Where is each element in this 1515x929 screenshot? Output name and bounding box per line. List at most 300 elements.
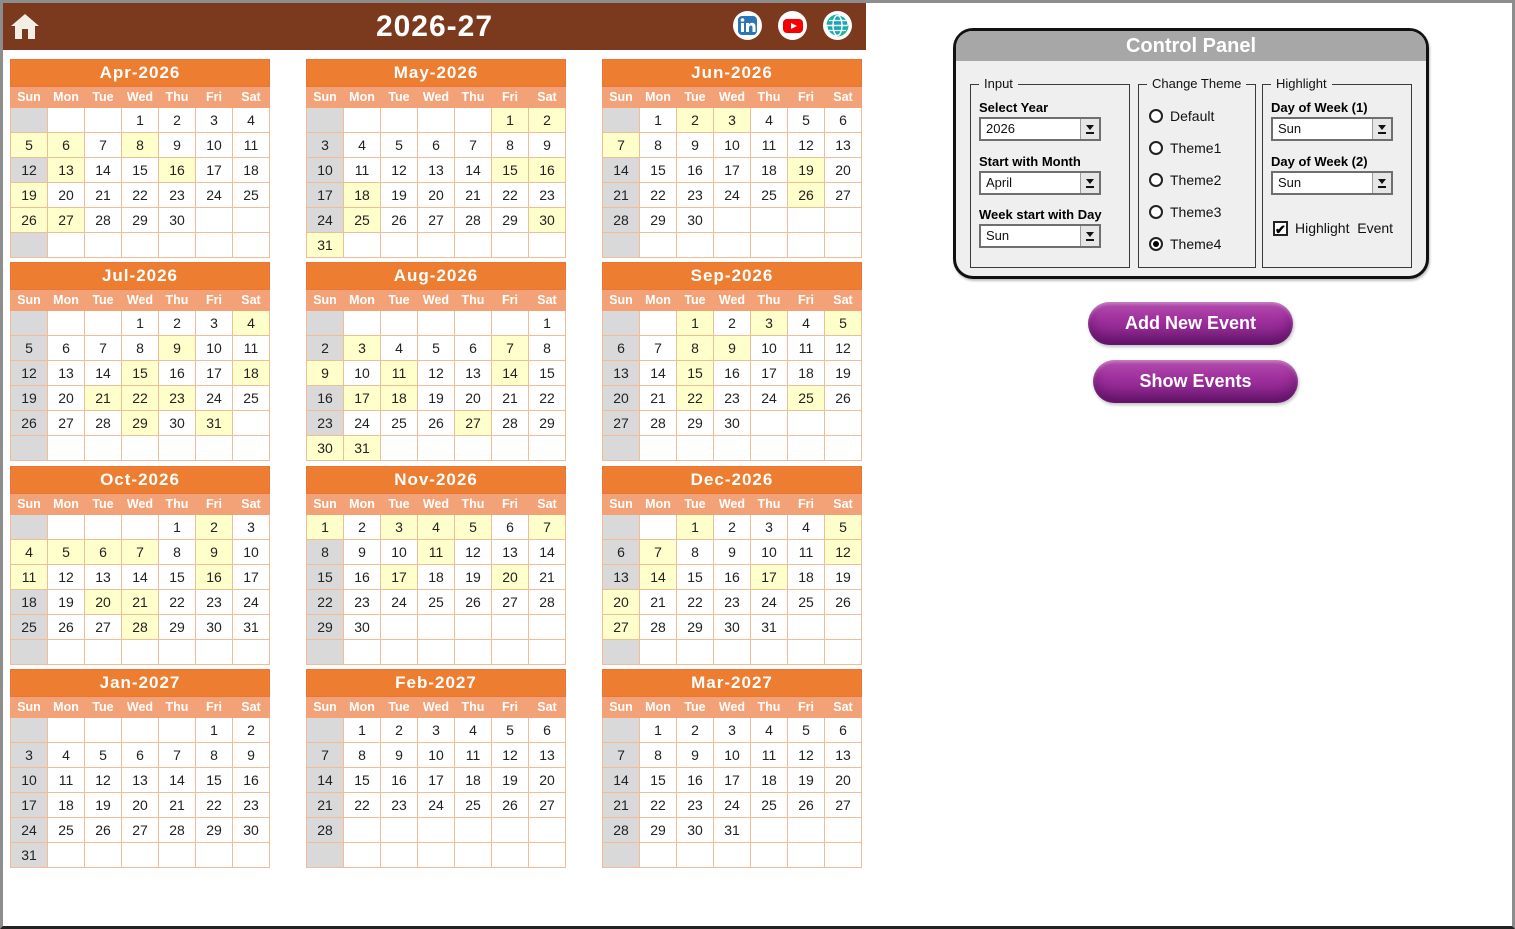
day-cell[interactable]: 24 bbox=[307, 208, 344, 233]
day-cell[interactable]: 6 bbox=[492, 515, 529, 540]
day-cell[interactable]: 14 bbox=[529, 540, 566, 565]
day-cell[interactable]: 26 bbox=[788, 183, 825, 208]
day-cell[interactable]: 19 bbox=[85, 793, 122, 818]
day-cell[interactable]: 12 bbox=[825, 540, 862, 565]
day-cell[interactable]: 1 bbox=[677, 311, 714, 336]
day-cell[interactable]: 15 bbox=[122, 361, 159, 386]
day-cell[interactable]: 12 bbox=[492, 743, 529, 768]
day-cell[interactable]: 2 bbox=[159, 108, 196, 133]
day-cell[interactable]: 26 bbox=[11, 411, 48, 436]
day-cell[interactable]: 21 bbox=[159, 793, 196, 818]
day-cell[interactable]: 9 bbox=[381, 743, 418, 768]
day-cell[interactable]: 19 bbox=[11, 386, 48, 411]
day-cell[interactable]: 16 bbox=[677, 768, 714, 793]
day-cell[interactable]: 26 bbox=[492, 793, 529, 818]
theme-radio-theme2[interactable] bbox=[1149, 172, 1221, 188]
day-cell[interactable]: 30 bbox=[159, 411, 196, 436]
day-cell[interactable]: 4 bbox=[788, 311, 825, 336]
day-cell[interactable]: 23 bbox=[344, 590, 381, 615]
day-cell[interactable]: 16 bbox=[159, 361, 196, 386]
day-cell[interactable]: 3 bbox=[714, 718, 751, 743]
day-cell[interactable]: 4 bbox=[344, 133, 381, 158]
day-cell[interactable]: 17 bbox=[196, 158, 233, 183]
day-cell[interactable]: 13 bbox=[85, 565, 122, 590]
day-cell[interactable]: 6 bbox=[122, 743, 159, 768]
day-cell[interactable]: 19 bbox=[48, 590, 85, 615]
day-cell[interactable]: 7 bbox=[640, 336, 677, 361]
day-cell[interactable]: 10 bbox=[418, 743, 455, 768]
day-cell[interactable]: 3 bbox=[381, 515, 418, 540]
day-cell[interactable]: 26 bbox=[455, 590, 492, 615]
day-cell[interactable]: 31 bbox=[344, 436, 381, 461]
day-cell[interactable]: 11 bbox=[788, 540, 825, 565]
day-cell[interactable]: 22 bbox=[492, 183, 529, 208]
day-cell[interactable]: 9 bbox=[307, 361, 344, 386]
day-cell[interactable]: 18 bbox=[233, 158, 270, 183]
day-cell[interactable]: 3 bbox=[233, 515, 270, 540]
day-cell[interactable]: 2 bbox=[381, 718, 418, 743]
day-cell[interactable]: 13 bbox=[825, 133, 862, 158]
day-cell[interactable]: 25 bbox=[751, 183, 788, 208]
day-cell[interactable]: 18 bbox=[11, 590, 48, 615]
day-cell[interactable]: 12 bbox=[788, 133, 825, 158]
day-cell[interactable]: 6 bbox=[603, 540, 640, 565]
day-cell[interactable]: 24 bbox=[233, 590, 270, 615]
day-cell[interactable]: 10 bbox=[714, 133, 751, 158]
day-cell[interactable]: 27 bbox=[85, 615, 122, 640]
day-cell[interactable]: 3 bbox=[714, 108, 751, 133]
day-cell[interactable]: 14 bbox=[455, 158, 492, 183]
day-cell[interactable]: 25 bbox=[233, 386, 270, 411]
day-cell[interactable]: 28 bbox=[529, 590, 566, 615]
day-cell[interactable]: 18 bbox=[48, 793, 85, 818]
day-cell[interactable]: 9 bbox=[714, 336, 751, 361]
day-cell[interactable]: 1 bbox=[196, 718, 233, 743]
day-cell[interactable]: 28 bbox=[122, 615, 159, 640]
day-cell[interactable]: 18 bbox=[381, 386, 418, 411]
chevron-down-icon[interactable] bbox=[1080, 119, 1099, 139]
day-cell[interactable]: 20 bbox=[48, 386, 85, 411]
day-cell[interactable]: 7 bbox=[529, 515, 566, 540]
day-cell[interactable]: 10 bbox=[751, 336, 788, 361]
day-cell[interactable]: 27 bbox=[418, 208, 455, 233]
day-cell[interactable]: 16 bbox=[529, 158, 566, 183]
day-cell[interactable]: 11 bbox=[344, 158, 381, 183]
day-cell[interactable]: 28 bbox=[492, 411, 529, 436]
day-cell[interactable]: 28 bbox=[603, 208, 640, 233]
day-cell[interactable]: 17 bbox=[714, 158, 751, 183]
day-cell[interactable]: 2 bbox=[344, 515, 381, 540]
globe-icon[interactable] bbox=[823, 11, 852, 40]
day-cell[interactable]: 10 bbox=[196, 336, 233, 361]
day-cell[interactable]: 24 bbox=[381, 590, 418, 615]
day-cell[interactable]: 4 bbox=[455, 718, 492, 743]
day-of-week-2-dropdown[interactable] bbox=[1271, 171, 1393, 195]
day-cell[interactable]: 1 bbox=[677, 515, 714, 540]
day-cell[interactable]: 28 bbox=[85, 208, 122, 233]
day-cell[interactable]: 3 bbox=[344, 336, 381, 361]
day-cell[interactable]: 3 bbox=[418, 718, 455, 743]
chevron-down-icon[interactable] bbox=[1080, 226, 1099, 246]
day-cell[interactable]: 18 bbox=[788, 361, 825, 386]
day-cell[interactable]: 14 bbox=[159, 768, 196, 793]
day-cell[interactable]: 15 bbox=[640, 768, 677, 793]
day-cell[interactable]: 13 bbox=[48, 361, 85, 386]
day-cell[interactable]: 19 bbox=[788, 158, 825, 183]
day-cell[interactable]: 20 bbox=[85, 590, 122, 615]
day-cell[interactable]: 9 bbox=[529, 133, 566, 158]
day-cell[interactable]: 22 bbox=[677, 590, 714, 615]
day-cell[interactable]: 27 bbox=[492, 590, 529, 615]
day-cell[interactable]: 30 bbox=[344, 615, 381, 640]
day-cell[interactable]: 4 bbox=[751, 108, 788, 133]
day-cell[interactable]: 2 bbox=[529, 108, 566, 133]
day-cell[interactable]: 12 bbox=[48, 565, 85, 590]
day-cell[interactable]: 10 bbox=[344, 361, 381, 386]
day-cell[interactable]: 27 bbox=[603, 411, 640, 436]
day-cell[interactable]: 9 bbox=[159, 336, 196, 361]
day-cell[interactable]: 26 bbox=[85, 818, 122, 843]
day-cell[interactable]: 31 bbox=[11, 843, 48, 868]
day-cell[interactable]: 31 bbox=[751, 615, 788, 640]
day-cell[interactable]: 29 bbox=[640, 208, 677, 233]
day-cell[interactable]: 4 bbox=[381, 336, 418, 361]
day-cell[interactable]: 2 bbox=[196, 515, 233, 540]
day-cell[interactable]: 23 bbox=[714, 386, 751, 411]
day-cell[interactable]: 10 bbox=[11, 768, 48, 793]
day-cell[interactable]: 24 bbox=[714, 183, 751, 208]
day-cell[interactable]: 6 bbox=[48, 133, 85, 158]
day-cell[interactable]: 11 bbox=[233, 133, 270, 158]
day-cell[interactable]: 5 bbox=[381, 133, 418, 158]
day-cell[interactable]: 20 bbox=[529, 768, 566, 793]
day-cell[interactable]: 19 bbox=[492, 768, 529, 793]
day-cell[interactable]: 28 bbox=[307, 818, 344, 843]
day-cell[interactable]: 25 bbox=[418, 590, 455, 615]
day-cell[interactable]: 13 bbox=[603, 565, 640, 590]
day-cell[interactable]: 20 bbox=[48, 183, 85, 208]
day-cell[interactable]: 27 bbox=[122, 818, 159, 843]
day-cell[interactable]: 15 bbox=[677, 565, 714, 590]
day-cell[interactable]: 16 bbox=[344, 565, 381, 590]
day-cell[interactable]: 17 bbox=[233, 565, 270, 590]
day-cell[interactable]: 24 bbox=[751, 386, 788, 411]
day-cell[interactable]: 13 bbox=[418, 158, 455, 183]
day-cell[interactable]: 9 bbox=[677, 133, 714, 158]
day-cell[interactable]: 6 bbox=[48, 336, 85, 361]
day-cell[interactable]: 7 bbox=[85, 336, 122, 361]
day-cell[interactable]: 7 bbox=[455, 133, 492, 158]
day-cell[interactable]: 1 bbox=[344, 718, 381, 743]
show-events-button[interactable]: Show Events bbox=[1093, 360, 1298, 403]
day-cell[interactable]: 5 bbox=[11, 133, 48, 158]
day-cell[interactable]: 30 bbox=[196, 615, 233, 640]
day-cell[interactable]: 13 bbox=[455, 361, 492, 386]
day-cell[interactable]: 5 bbox=[85, 743, 122, 768]
day-cell[interactable]: 27 bbox=[529, 793, 566, 818]
day-cell[interactable]: 3 bbox=[196, 311, 233, 336]
day-cell[interactable]: 10 bbox=[714, 743, 751, 768]
day-cell[interactable]: 1 bbox=[122, 311, 159, 336]
day-cell[interactable]: 22 bbox=[677, 386, 714, 411]
theme-radio-theme4[interactable] bbox=[1149, 236, 1221, 252]
day-cell[interactable]: 10 bbox=[196, 133, 233, 158]
day-cell[interactable]: 25 bbox=[48, 818, 85, 843]
day-cell[interactable]: 14 bbox=[85, 361, 122, 386]
day-cell[interactable]: 26 bbox=[48, 615, 85, 640]
day-cell[interactable]: 10 bbox=[307, 158, 344, 183]
day-cell[interactable]: 20 bbox=[418, 183, 455, 208]
day-cell[interactable]: 5 bbox=[455, 515, 492, 540]
day-cell[interactable]: 18 bbox=[344, 183, 381, 208]
day-cell[interactable]: 26 bbox=[825, 386, 862, 411]
day-cell[interactable]: 14 bbox=[603, 158, 640, 183]
day-cell[interactable]: 1 bbox=[122, 108, 159, 133]
day-cell[interactable]: 28 bbox=[640, 615, 677, 640]
day-cell[interactable]: 22 bbox=[159, 590, 196, 615]
day-cell[interactable]: 24 bbox=[344, 411, 381, 436]
day-cell[interactable]: 12 bbox=[381, 158, 418, 183]
day-cell[interactable]: 2 bbox=[714, 311, 751, 336]
day-cell[interactable]: 23 bbox=[307, 411, 344, 436]
day-cell[interactable]: 27 bbox=[603, 615, 640, 640]
day-cell[interactable]: 31 bbox=[196, 411, 233, 436]
day-cell[interactable]: 18 bbox=[788, 565, 825, 590]
day-cell[interactable]: 18 bbox=[418, 565, 455, 590]
day-cell[interactable]: 2 bbox=[159, 311, 196, 336]
day-cell[interactable]: 15 bbox=[640, 158, 677, 183]
day-cell[interactable]: 9 bbox=[196, 540, 233, 565]
theme-radio-default[interactable] bbox=[1149, 108, 1214, 124]
day-cell[interactable]: 6 bbox=[529, 718, 566, 743]
day-cell[interactable]: 5 bbox=[492, 718, 529, 743]
day-cell[interactable]: 4 bbox=[751, 718, 788, 743]
day-cell[interactable]: 22 bbox=[640, 183, 677, 208]
day-cell[interactable]: 21 bbox=[640, 590, 677, 615]
add-new-event-button[interactable]: Add New Event bbox=[1088, 302, 1293, 345]
day-cell[interactable]: 10 bbox=[751, 540, 788, 565]
day-cell[interactable]: 17 bbox=[381, 565, 418, 590]
day-cell[interactable]: 14 bbox=[640, 565, 677, 590]
day-cell[interactable]: 27 bbox=[48, 411, 85, 436]
day-cell[interactable]: 23 bbox=[233, 793, 270, 818]
day-cell[interactable]: 11 bbox=[751, 133, 788, 158]
day-cell[interactable]: 17 bbox=[751, 361, 788, 386]
day-cell[interactable]: 3 bbox=[307, 133, 344, 158]
day-cell[interactable]: 28 bbox=[640, 411, 677, 436]
day-cell[interactable]: 16 bbox=[196, 565, 233, 590]
day-cell[interactable]: 29 bbox=[677, 411, 714, 436]
chevron-down-icon[interactable] bbox=[1372, 119, 1391, 139]
day-cell[interactable]: 8 bbox=[307, 540, 344, 565]
day-cell[interactable]: 28 bbox=[159, 818, 196, 843]
day-cell[interactable]: 28 bbox=[455, 208, 492, 233]
day-cell[interactable]: 24 bbox=[751, 590, 788, 615]
day-cell[interactable]: 28 bbox=[85, 411, 122, 436]
theme-radio-theme3[interactable] bbox=[1149, 204, 1221, 220]
chevron-down-icon[interactable] bbox=[1080, 173, 1099, 193]
day-cell[interactable]: 13 bbox=[48, 158, 85, 183]
day-cell[interactable]: 17 bbox=[11, 793, 48, 818]
day-cell[interactable]: 6 bbox=[418, 133, 455, 158]
day-cell[interactable]: 16 bbox=[677, 158, 714, 183]
day-cell[interactable]: 1 bbox=[307, 515, 344, 540]
day-cell[interactable]: 12 bbox=[11, 361, 48, 386]
day-cell[interactable]: 15 bbox=[122, 158, 159, 183]
day-cell[interactable]: 23 bbox=[159, 386, 196, 411]
day-cell[interactable]: 20 bbox=[603, 386, 640, 411]
day-cell[interactable]: 14 bbox=[122, 565, 159, 590]
day-cell[interactable]: 29 bbox=[492, 208, 529, 233]
day-cell[interactable]: 22 bbox=[344, 793, 381, 818]
day-cell[interactable]: 21 bbox=[529, 565, 566, 590]
day-cell[interactable]: 24 bbox=[196, 183, 233, 208]
day-cell[interactable]: 7 bbox=[492, 336, 529, 361]
day-cell[interactable]: 21 bbox=[455, 183, 492, 208]
day-cell[interactable]: 16 bbox=[307, 386, 344, 411]
day-cell[interactable]: 6 bbox=[455, 336, 492, 361]
day-cell[interactable]: 12 bbox=[455, 540, 492, 565]
select-year-dropdown[interactable] bbox=[979, 117, 1101, 141]
day-cell[interactable]: 23 bbox=[381, 793, 418, 818]
day-cell[interactable]: 23 bbox=[714, 590, 751, 615]
day-cell[interactable]: 1 bbox=[640, 108, 677, 133]
day-cell[interactable]: 1 bbox=[159, 515, 196, 540]
day-cell[interactable]: 7 bbox=[85, 133, 122, 158]
day-cell[interactable]: 24 bbox=[11, 818, 48, 843]
day-cell[interactable]: 5 bbox=[825, 311, 862, 336]
day-cell[interactable]: 9 bbox=[677, 743, 714, 768]
day-cell[interactable]: 6 bbox=[825, 718, 862, 743]
day-cell[interactable]: 9 bbox=[344, 540, 381, 565]
day-cell[interactable]: 16 bbox=[233, 768, 270, 793]
day-cell[interactable]: 2 bbox=[307, 336, 344, 361]
linkedin-icon[interactable] bbox=[733, 11, 762, 40]
day-cell[interactable]: 21 bbox=[307, 793, 344, 818]
day-cell[interactable]: 30 bbox=[714, 615, 751, 640]
day-cell[interactable]: 2 bbox=[677, 108, 714, 133]
day-cell[interactable]: 11 bbox=[751, 743, 788, 768]
day-cell[interactable]: 7 bbox=[603, 133, 640, 158]
day-cell[interactable]: 19 bbox=[11, 183, 48, 208]
day-cell[interactable]: 17 bbox=[344, 386, 381, 411]
day-cell[interactable]: 4 bbox=[11, 540, 48, 565]
day-cell[interactable]: 7 bbox=[603, 743, 640, 768]
day-cell[interactable]: 19 bbox=[418, 386, 455, 411]
day-cell[interactable]: 11 bbox=[233, 336, 270, 361]
day-cell[interactable]: 29 bbox=[529, 411, 566, 436]
day-cell[interactable]: 20 bbox=[825, 768, 862, 793]
day-cell[interactable]: 3 bbox=[751, 515, 788, 540]
day-cell[interactable]: 3 bbox=[196, 108, 233, 133]
day-cell[interactable]: 10 bbox=[381, 540, 418, 565]
day-cell[interactable]: 5 bbox=[11, 336, 48, 361]
day-cell[interactable]: 14 bbox=[603, 768, 640, 793]
day-cell[interactable]: 15 bbox=[492, 158, 529, 183]
day-cell[interactable]: 11 bbox=[48, 768, 85, 793]
day-cell[interactable]: 26 bbox=[418, 411, 455, 436]
day-cell[interactable]: 12 bbox=[85, 768, 122, 793]
day-cell[interactable]: 29 bbox=[677, 615, 714, 640]
day-cell[interactable]: 5 bbox=[788, 108, 825, 133]
day-cell[interactable]: 8 bbox=[640, 133, 677, 158]
day-cell[interactable]: 12 bbox=[788, 743, 825, 768]
day-cell[interactable]: 21 bbox=[122, 590, 159, 615]
day-cell[interactable]: 23 bbox=[159, 183, 196, 208]
day-cell[interactable]: 8 bbox=[529, 336, 566, 361]
day-cell[interactable]: 26 bbox=[381, 208, 418, 233]
day-cell[interactable]: 25 bbox=[381, 411, 418, 436]
day-cell[interactable]: 2 bbox=[677, 718, 714, 743]
day-cell[interactable]: 2 bbox=[233, 718, 270, 743]
week-start-dropdown[interactable] bbox=[979, 224, 1101, 248]
day-cell[interactable]: 15 bbox=[159, 565, 196, 590]
day-cell[interactable]: 7 bbox=[122, 540, 159, 565]
day-cell[interactable]: 8 bbox=[196, 743, 233, 768]
day-cell[interactable]: 31 bbox=[307, 233, 344, 258]
day-cell[interactable]: 22 bbox=[122, 386, 159, 411]
day-cell[interactable]: 24 bbox=[196, 386, 233, 411]
day-cell[interactable]: 13 bbox=[603, 361, 640, 386]
day-cell[interactable]: 29 bbox=[122, 208, 159, 233]
day-cell[interactable]: 11 bbox=[788, 336, 825, 361]
day-cell[interactable]: 14 bbox=[640, 361, 677, 386]
day-cell[interactable]: 12 bbox=[11, 158, 48, 183]
day-cell[interactable]: 1 bbox=[529, 311, 566, 336]
day-cell[interactable]: 5 bbox=[418, 336, 455, 361]
day-cell[interactable]: 16 bbox=[159, 158, 196, 183]
day-cell[interactable]: 9 bbox=[714, 540, 751, 565]
day-cell[interactable]: 5 bbox=[788, 718, 825, 743]
day-cell[interactable]: 15 bbox=[529, 361, 566, 386]
day-cell[interactable]: 19 bbox=[788, 768, 825, 793]
day-cell[interactable]: 1 bbox=[492, 108, 529, 133]
day-cell[interactable]: 20 bbox=[122, 793, 159, 818]
day-cell[interactable]: 29 bbox=[640, 818, 677, 843]
day-cell[interactable]: 11 bbox=[455, 743, 492, 768]
day-cell[interactable]: 30 bbox=[677, 818, 714, 843]
day-cell[interactable]: 27 bbox=[48, 208, 85, 233]
day-cell[interactable]: 30 bbox=[159, 208, 196, 233]
day-cell[interactable]: 19 bbox=[825, 361, 862, 386]
day-cell[interactable]: 14 bbox=[85, 158, 122, 183]
day-cell[interactable]: 15 bbox=[307, 565, 344, 590]
day-cell[interactable]: 4 bbox=[48, 743, 85, 768]
day-cell[interactable]: 2 bbox=[714, 515, 751, 540]
start-month-dropdown[interactable] bbox=[979, 171, 1101, 195]
day-cell[interactable]: 3 bbox=[11, 743, 48, 768]
day-cell[interactable]: 13 bbox=[492, 540, 529, 565]
theme-radio-theme1[interactable] bbox=[1149, 140, 1221, 156]
day-cell[interactable]: 4 bbox=[788, 515, 825, 540]
highlight-event-checkbox[interactable] bbox=[1273, 220, 1393, 236]
day-cell[interactable]: 16 bbox=[714, 361, 751, 386]
day-cell[interactable]: 6 bbox=[85, 540, 122, 565]
day-cell[interactable]: 26 bbox=[825, 590, 862, 615]
day-cell[interactable]: 28 bbox=[603, 818, 640, 843]
day-of-week-1-dropdown[interactable] bbox=[1271, 117, 1393, 141]
day-cell[interactable]: 8 bbox=[122, 133, 159, 158]
day-cell[interactable]: 25 bbox=[788, 590, 825, 615]
day-cell[interactable]: 17 bbox=[714, 768, 751, 793]
day-cell[interactable]: 11 bbox=[418, 540, 455, 565]
day-cell[interactable]: 21 bbox=[492, 386, 529, 411]
day-cell[interactable]: 26 bbox=[11, 208, 48, 233]
day-cell[interactable]: 8 bbox=[344, 743, 381, 768]
day-cell[interactable]: 17 bbox=[751, 565, 788, 590]
day-cell[interactable]: 27 bbox=[825, 793, 862, 818]
day-cell[interactable]: 15 bbox=[344, 768, 381, 793]
